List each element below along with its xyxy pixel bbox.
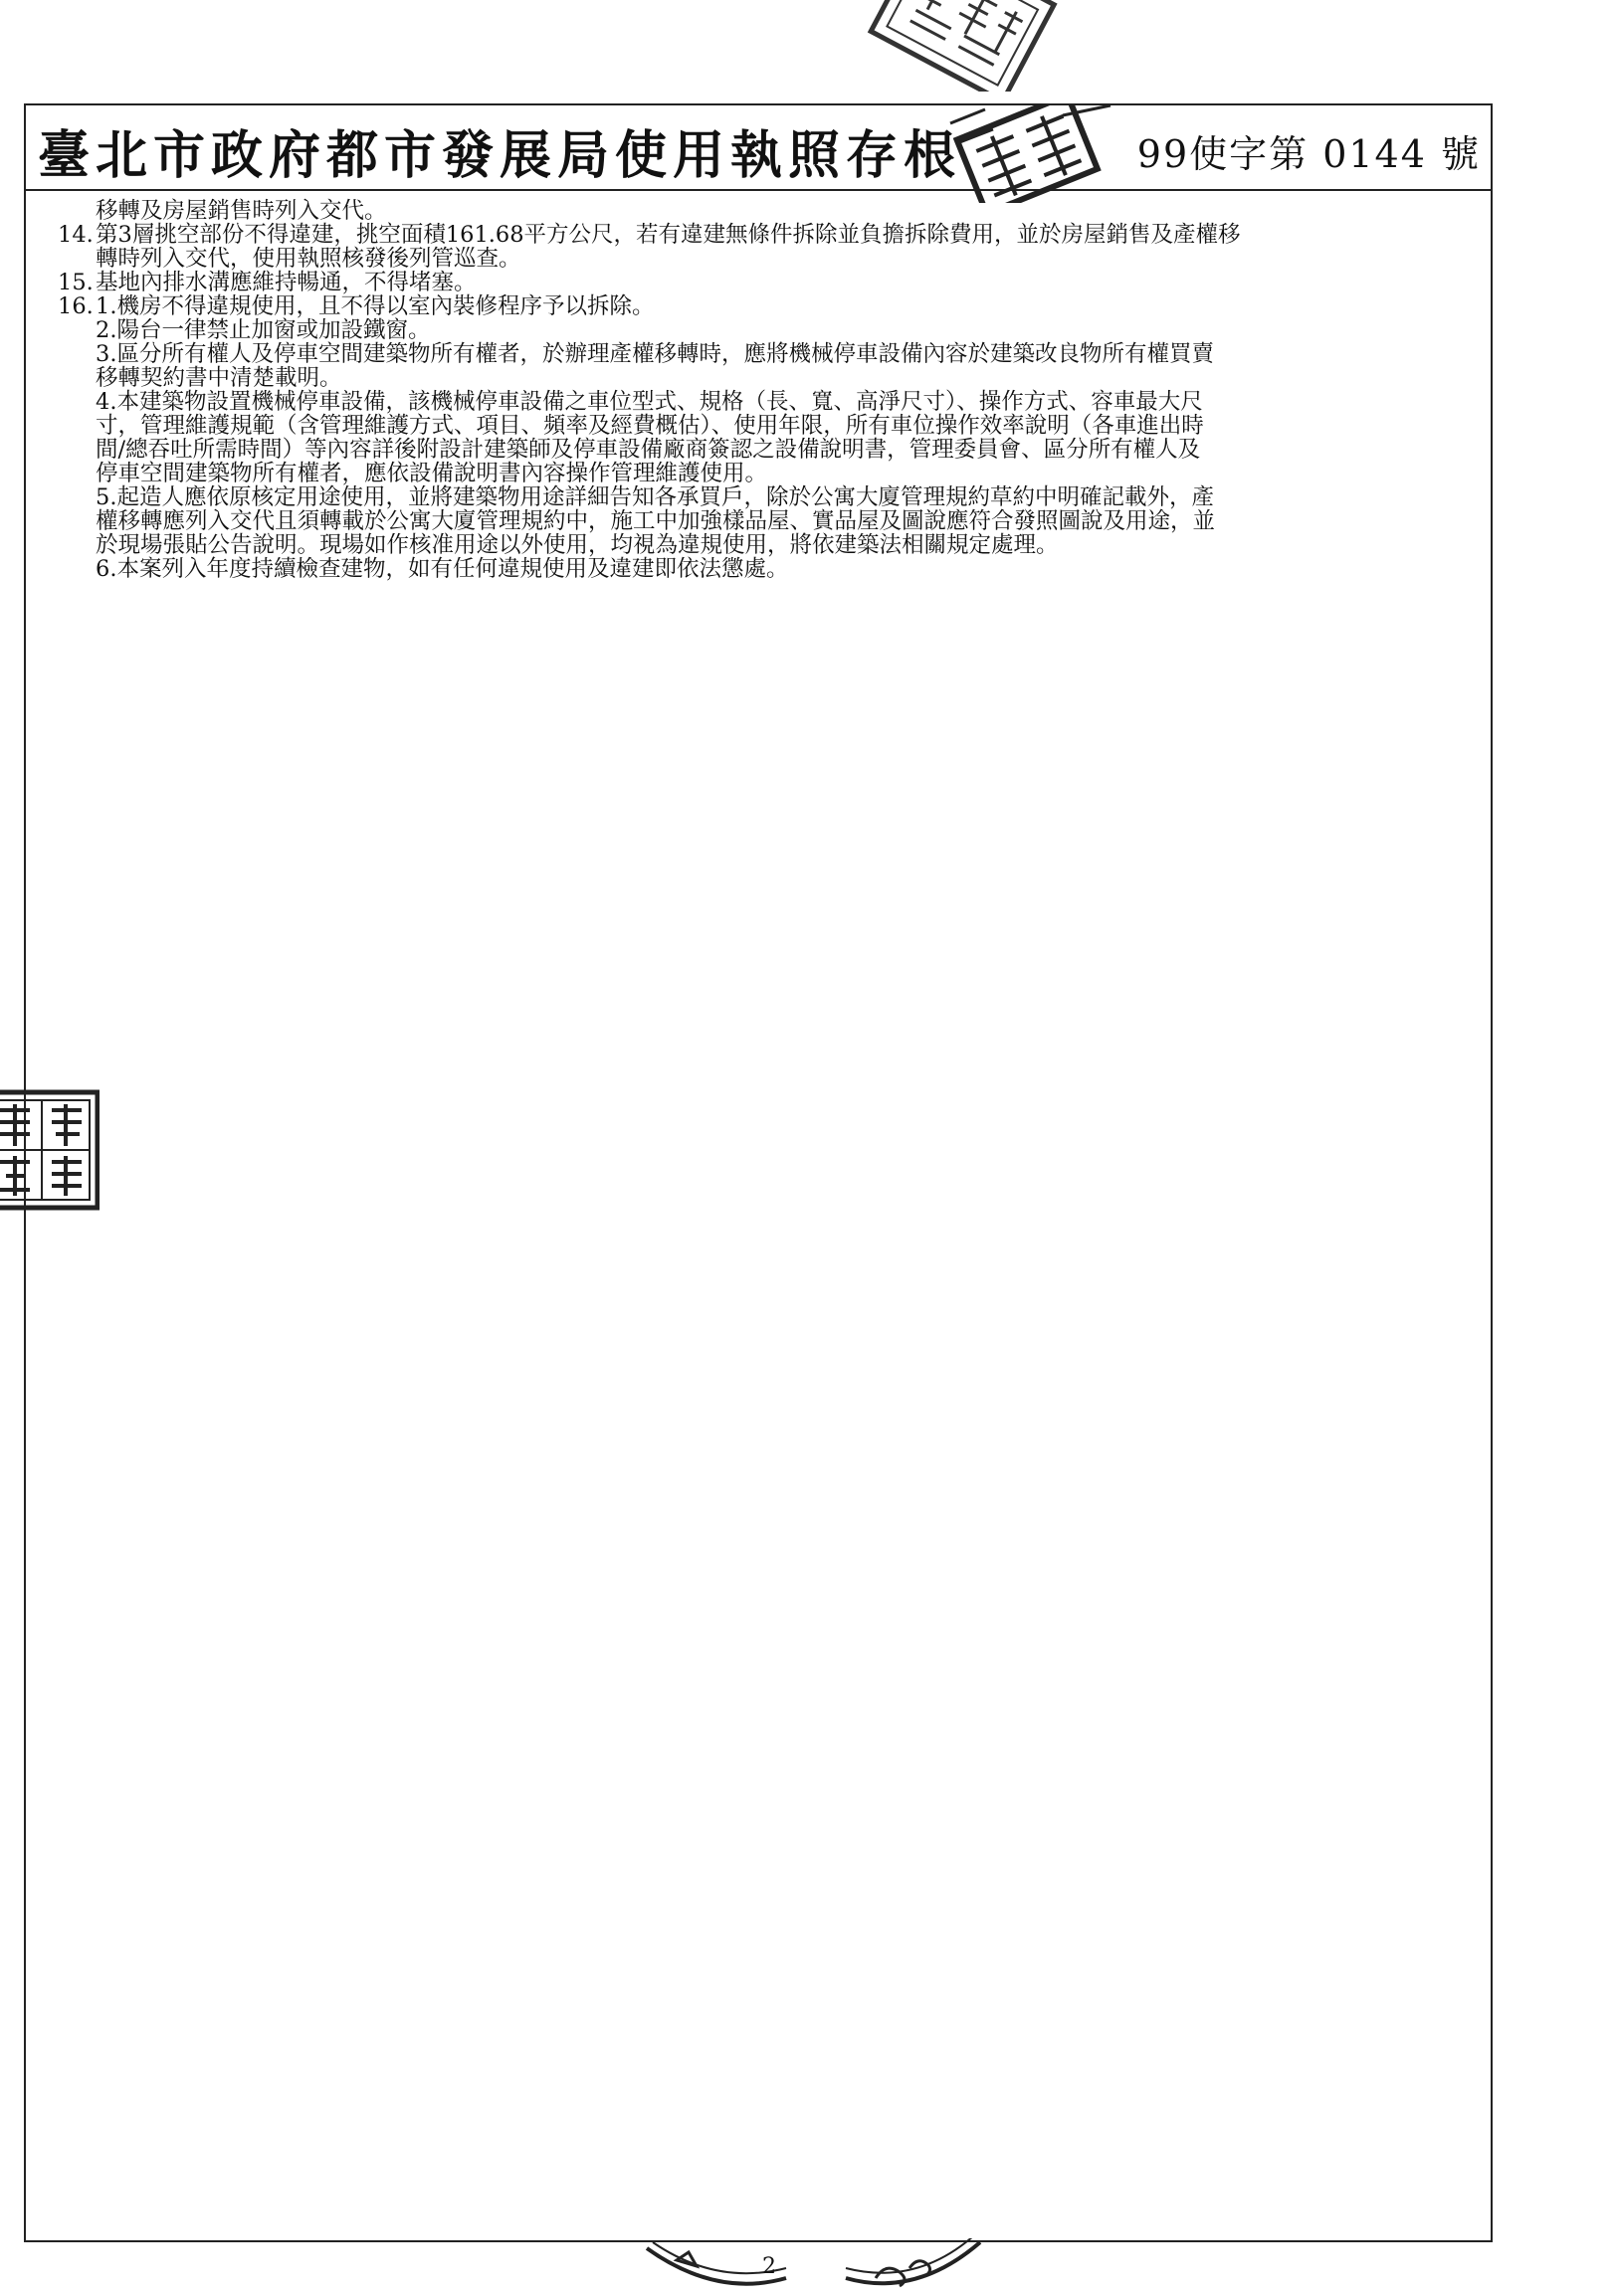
condition-line: 於現場張貼公告說明。現場如作核准用途以外使用，均視為違規使用，將依建築法相關規定處理。: [96, 532, 1059, 558]
document-title: 臺北市政府都市發展局使用執照存根: [38, 125, 962, 186]
condition-line: [58, 271, 1511, 294]
official-seal-left: [0, 1088, 100, 1212]
condition-line: 間/總吞吐所需時間）等內容詳後附設計建築師及停車設備廠商簽認之設備說明書，管理委員會、區分所有權人及: [96, 437, 1201, 463]
condition-line: 2.陽台一律禁止加窗或加設鐵窗。: [96, 317, 431, 343]
condition-line: [58, 223, 1511, 247]
condition-line: 4.本建築物設置機械停車設備，該機械停車設備之車位型式、規格（長、寬、高淨尺寸）、操作方式、容車最大尺: [96, 389, 1203, 415]
condition-line: 6.本案列入年度持續檢查建物，如有任何違規使用及違建即依法懲處。: [96, 556, 789, 582]
condition-line: 權移轉應列入交代且須轉載於公寓大廈管理規約中，施工中加強樣品屋、實品屋及圖說應符合發照圖說及用途，並: [96, 508, 1216, 534]
conditions-list: [58, 199, 1511, 581]
permit-number: 99使字第 0144 號: [1136, 132, 1481, 176]
official-seal-bottom: [637, 2238, 995, 2296]
condition-line: 3.區分所有權人及停車空間建築物所有權者，於辦理產權移轉時，應將機械停車設備內容於建築改良物所有權買賣: [96, 341, 1214, 367]
condition-line: 寸，管理維護規範（含管理維護方式、項目、頻率及經費概估）、使用年限，所有車位操作效率說明（各車進出時: [96, 413, 1204, 439]
document-header: [24, 103, 1493, 191]
item-number: 16.: [58, 293, 94, 319]
condition-line: 轉時列入交代，使用執照核發後列管巡查。: [96, 246, 521, 272]
condition-line: 移轉及房屋銷售時列入交代。: [96, 198, 387, 224]
condition-line: 移轉契約書中清楚載明。: [96, 365, 342, 391]
item-number: 14.: [58, 222, 94, 248]
condition-line: [58, 294, 1511, 318]
condition-text: 1.機房不得違規使用，且不得以室內裝修程序予以拆除。: [96, 293, 655, 319]
condition-line: 5.起造人應依原核定用途使用，並將建築物用途詳細告知各承買戶，除於公寓大廈管理規約草約中明確記載外，產: [96, 484, 1214, 510]
condition-text: 第3層挑空部份不得違建，挑空面積161.68平方公尺，若有違建無條件拆除並負擔拆除費用，並於房屋銷售及產權移: [96, 222, 1241, 248]
stamp-over-title: [945, 103, 1114, 203]
official-seal-top: [846, 0, 1095, 92]
condition-line: 停車空間建築物所有權者，應依設備說明書內容操作管理維護使用。: [96, 461, 768, 486]
item-number: 15.: [58, 270, 94, 295]
page-number: 2: [762, 2254, 776, 2279]
condition-text: 基地內排水溝應維持暢通，不得堵塞。: [96, 270, 477, 295]
